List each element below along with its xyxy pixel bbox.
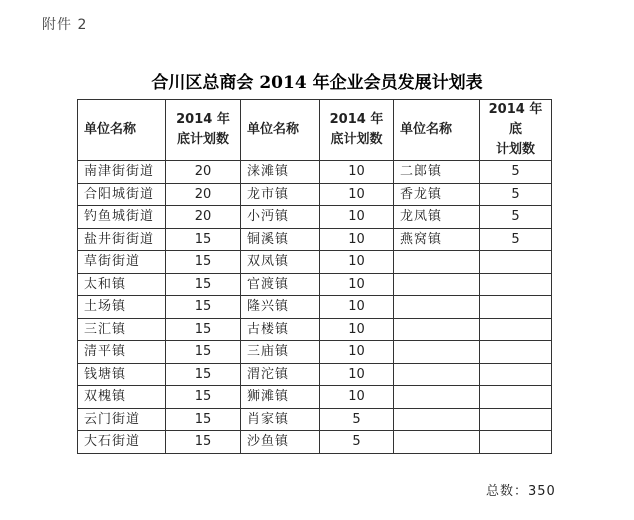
plan-count-cell <box>480 431 552 454</box>
plan-count-cell: 15 <box>166 251 241 274</box>
unit-name-cell <box>394 408 480 431</box>
unit-name-cell <box>394 341 480 364</box>
unit-name-cell: 古楼镇 <box>241 318 320 341</box>
plan-count-cell: 5 <box>320 408 394 431</box>
unit-name-cell: 太和镇 <box>78 273 166 296</box>
plan-count-cell: 15 <box>166 408 241 431</box>
unit-name-cell: 大石街道 <box>78 431 166 454</box>
plan-count-cell: 5 <box>480 206 552 229</box>
plan-table <box>77 99 552 454</box>
plan-count-cell: 5 <box>320 431 394 454</box>
plan-count-cell <box>480 296 552 319</box>
table-row <box>78 161 552 184</box>
plan-count-cell: 10 <box>320 341 394 364</box>
plan-count-cell: 10 <box>320 161 394 184</box>
unit-name-cell: 小沔镇 <box>241 206 320 229</box>
unit-name-cell: 铜溪镇 <box>241 228 320 251</box>
unit-name-cell <box>394 431 480 454</box>
unit-name-cell: 合阳城街道 <box>78 183 166 206</box>
unit-name-cell: 狮滩镇 <box>241 386 320 409</box>
plan-count-cell: 15 <box>166 273 241 296</box>
unit-name-cell: 涞滩镇 <box>241 161 320 184</box>
table-row <box>78 228 552 251</box>
plan-count-cell <box>480 363 552 386</box>
table-row <box>78 408 552 431</box>
table-row <box>78 273 552 296</box>
plan-count-cell <box>480 408 552 431</box>
unit-name-cell: 三汇镇 <box>78 318 166 341</box>
unit-name-cell: 三庙镇 <box>241 341 320 364</box>
unit-name-cell: 盐井街街道 <box>78 228 166 251</box>
plan-count-cell <box>480 273 552 296</box>
plan-count-cell: 5 <box>480 183 552 206</box>
plan-count-cell: 20 <box>166 183 241 206</box>
unit-name-cell: 草街街道 <box>78 251 166 274</box>
header-plan-1-line2: 底计划数 <box>176 132 229 147</box>
table-row <box>78 183 552 206</box>
header-plan-2-line2: 底计划数 <box>330 132 383 147</box>
unit-name-cell: 龙凤镇 <box>394 206 480 229</box>
unit-name-cell <box>394 296 480 319</box>
unit-name-cell: 龙市镇 <box>241 183 320 206</box>
unit-name-cell: 云门街道 <box>78 408 166 431</box>
plan-count-cell: 15 <box>166 363 241 386</box>
plan-count-cell: 15 <box>166 318 241 341</box>
unit-name-cell: 官渡镇 <box>241 273 320 296</box>
unit-name-cell <box>394 386 480 409</box>
table-body <box>78 161 552 454</box>
plan-count-cell: 10 <box>320 296 394 319</box>
plan-count-cell: 20 <box>166 161 241 184</box>
plan-count-cell: 15 <box>166 296 241 319</box>
header-plan-2-line1: 2014 年 <box>329 112 384 127</box>
table-row <box>78 363 552 386</box>
unit-name-cell: 渭沱镇 <box>241 363 320 386</box>
unit-name-cell <box>394 318 480 341</box>
unit-name-cell: 二郎镇 <box>394 161 480 184</box>
table-row <box>78 318 552 341</box>
plan-count-cell: 15 <box>166 386 241 409</box>
unit-name-cell: 沙鱼镇 <box>241 431 320 454</box>
plan-count-cell <box>480 251 552 274</box>
plan-count-cell: 15 <box>166 228 241 251</box>
header-unit-name-1: 单位名称 <box>78 100 166 161</box>
plan-count-cell: 10 <box>320 228 394 251</box>
plan-count-cell: 15 <box>166 431 241 454</box>
unit-name-cell: 肖家镇 <box>241 408 320 431</box>
plan-count-cell: 10 <box>320 386 394 409</box>
plan-count-cell: 10 <box>320 206 394 229</box>
plan-count-cell: 5 <box>480 161 552 184</box>
total-count: 总数：350 <box>486 484 556 499</box>
unit-name-cell: 双槐镇 <box>78 386 166 409</box>
header-plan-3-line2: 计划数 <box>495 142 535 157</box>
table-row <box>78 341 552 364</box>
unit-name-cell: 土场镇 <box>78 296 166 319</box>
plan-count-cell <box>480 386 552 409</box>
plan-count-cell: 5 <box>480 228 552 251</box>
plan-count-cell: 10 <box>320 363 394 386</box>
header-plan-1-line1: 2014 年 <box>176 112 230 127</box>
unit-name-cell <box>394 363 480 386</box>
plan-count-cell: 10 <box>320 273 394 296</box>
unit-name-cell: 钓鱼城街道 <box>78 206 166 229</box>
header-unit-name-3: 单位名称 <box>394 100 480 161</box>
unit-name-cell <box>394 273 480 296</box>
table-row <box>78 206 552 229</box>
table-row <box>78 296 552 319</box>
document-title: 合川区总商会 2014 年企业会员发展计划表 <box>151 73 483 93</box>
plan-count-cell: 10 <box>320 318 394 341</box>
plan-count-cell: 15 <box>166 341 241 364</box>
unit-name-cell: 香龙镇 <box>394 183 480 206</box>
header-plan-3 <box>480 100 552 161</box>
table-row <box>78 431 552 454</box>
header-plan-2 <box>320 100 394 161</box>
plan-count-cell <box>480 341 552 364</box>
unit-name-cell: 清平镇 <box>78 341 166 364</box>
header-plan-1 <box>166 100 241 161</box>
table-row <box>78 251 552 274</box>
unit-name-cell: 燕窝镇 <box>394 228 480 251</box>
unit-name-cell: 隆兴镇 <box>241 296 320 319</box>
plan-count-cell: 20 <box>166 206 241 229</box>
unit-name-cell: 南津街街道 <box>78 161 166 184</box>
unit-name-cell: 双凤镇 <box>241 251 320 274</box>
plan-count-cell: 10 <box>320 183 394 206</box>
table-header-row <box>78 100 552 161</box>
unit-name-cell <box>394 251 480 274</box>
plan-count-cell <box>480 318 552 341</box>
attachment-label: 附件 2 <box>42 17 88 33</box>
header-plan-3-line1: 2014 年底 <box>488 102 543 137</box>
plan-count-cell: 10 <box>320 251 394 274</box>
unit-name-cell: 钱塘镇 <box>78 363 166 386</box>
header-unit-name-2: 单位名称 <box>241 100 320 161</box>
table-row <box>78 386 552 409</box>
